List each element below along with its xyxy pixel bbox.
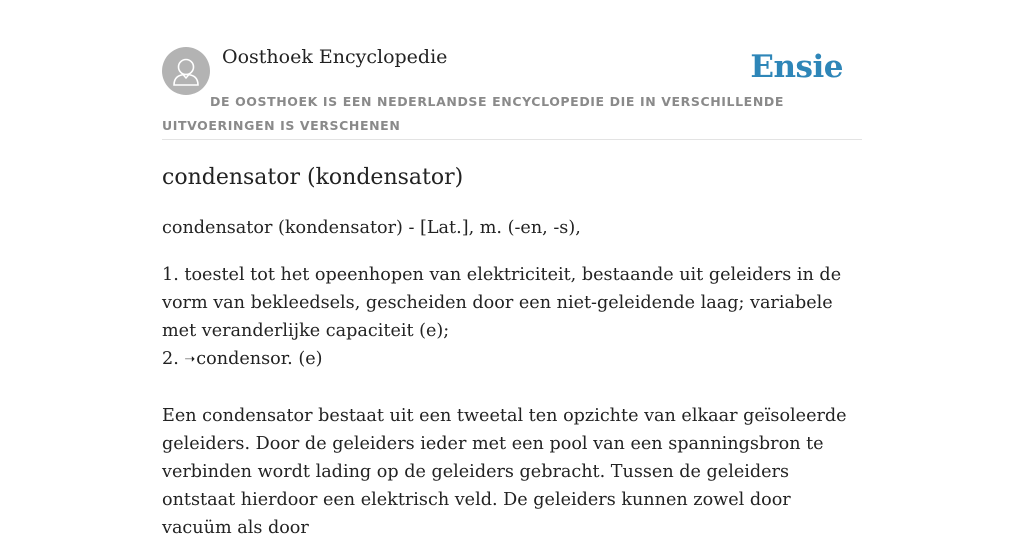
definition-item: 1. toestel tot het opeenhopen van elektriciteit, bestaande uit geleiders in de vorm van bekleedsels, gescheiden door een niet-geleidende laag; variabele met veranderlijke capaciteit (e); xyxy=(162,265,842,341)
definition-item xyxy=(162,345,862,374)
site-header xyxy=(162,44,862,140)
article-content xyxy=(162,160,862,542)
definitions xyxy=(162,261,862,374)
cross-reference-link[interactable]: condensor. (e) xyxy=(196,349,323,369)
user-avatar-icon[interactable] xyxy=(162,47,210,95)
article-body: Een condensator bestaat uit een tweetal ten opzichte van elkaar geïsoleerde geleiders. Door de geleiders ieder met een pool van een spanningsbron te verbinden wordt lading op de geleiders gebracht. Tussen de geleiders ontstaat hierdoor een elektrisch veld. De geleiders kunnen zowel door vacuüm als door xyxy=(162,406,847,538)
site-tagline: DE OOSTHOEK IS EEN NEDERLANDSE ENCYCLOPEDIE DIE IN VERSCHILLENDE UITVOERINGEN IS VERSCHENEN xyxy=(162,94,784,133)
entry-headword: condensator (kondensator) - [Lat.], m. (-en, -s), xyxy=(162,218,581,238)
site-name[interactable]: Oosthoek Encyclopedie xyxy=(222,46,448,68)
definition-number: 2. xyxy=(162,349,185,369)
header-divider xyxy=(162,139,862,140)
page-title: condensator (kondensator) xyxy=(162,165,464,190)
arrow-right-icon: ➝ xyxy=(184,352,196,367)
ensie-logo[interactable]: Ensie xyxy=(750,49,843,85)
